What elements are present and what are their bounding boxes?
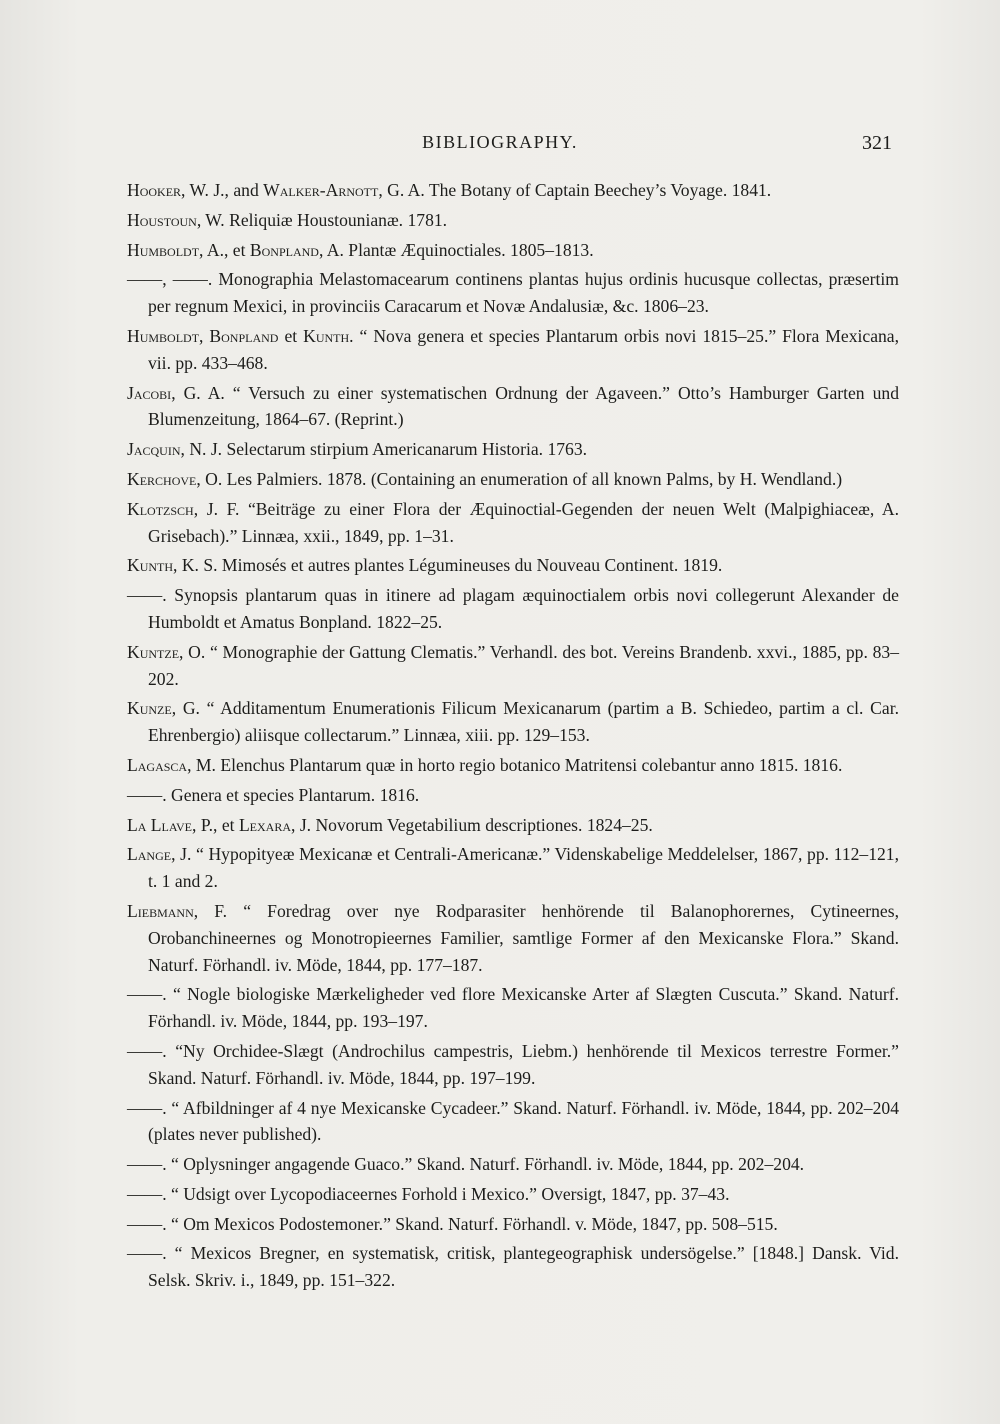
entry-author: Hooker	[127, 180, 182, 200]
entry-text: , G. A. “ Versuch zu einer systematischen Ordnung der Agaveen.” Otto’s Hamburger Garten und Blumenzeitung, 1864–67. (Reprint.)	[148, 382, 899, 430]
entry-text: , P., et	[192, 814, 239, 835]
entry-text: . “ Mexicos Bregner, en systematisk, critisk, plantegeographisk undersögelse.” [1848.] Dansk. Vid. Selsk. Skriv. i., 1849, pp. 151–322.	[148, 1243, 899, 1291]
entry-text: . “ Oplysninger angagende Guaco.” Skand. Naturf. Förhandl. iv. Möde, 1844, pp. 202–204.	[162, 1154, 805, 1175]
entry-author: ——	[127, 1040, 163, 1061]
entry-text: , M. Elenchus Plantarum quæ in horto regio botanico Matritensi colebantur anno 1815. 1816.	[187, 754, 843, 775]
page-number: 321	[862, 132, 892, 154]
entry-text: . Synopsis plantarum quas in itinere ad plagam æquinoctialem orbis novi collegerunt Alexander de Humboldt et Amatus Bonpland. 1822–25.	[148, 585, 899, 632]
entry-author: Klotzsch	[127, 498, 194, 519]
entry-author: ——	[127, 1243, 163, 1264]
bibliography-entry	[127, 841, 899, 895]
bibliography-entry	[127, 812, 899, 839]
bibliography-entry	[127, 639, 899, 693]
entry-text: , W. Reliquiæ Houstounianæ. 1781.	[196, 209, 448, 230]
bibliography-entry	[127, 752, 899, 779]
entry-author: Lagasca	[127, 754, 188, 775]
bibliography-entry	[127, 1240, 899, 1294]
bibliography-entry	[127, 695, 899, 749]
entry-author-2: Bonpland	[249, 239, 319, 260]
entry-text: , N. J. Selectarum stirpium Americanarum Historia. 1763.	[180, 439, 588, 460]
entry-author: ——	[127, 1213, 163, 1234]
bibliography-entry	[127, 1038, 899, 1092]
bibliography-list	[127, 177, 899, 1297]
running-title: BIBLIOGRAPHY.	[422, 132, 578, 152]
entry-author: ——	[127, 585, 163, 606]
entry-author: ——	[127, 784, 163, 805]
entry-text: , F. “ Foredrag over nye Rodparasiter henhörende til Balanophorernes, Cytineernes, Orobanchineernes og Monotropieernes Familier, samtlige Former af den Mexicanske Flora.” Skand. Naturf. Förhandl. iv. Möde, 1844, pp. 177–187.	[148, 900, 899, 975]
entry-author: Kunth	[127, 555, 174, 576]
bibliography-entry	[127, 496, 899, 550]
entry-author: Jacquin	[127, 439, 181, 460]
bibliography-entry	[127, 466, 899, 493]
bibliography-entry	[127, 266, 899, 320]
entry-text: . “Ny Orchidee-Slægt (Androchilus campestris, Liebm.) henhörende til Mexicos terrestre Former.” Skand. Naturf. Förhandl. iv. Möde, 1844, pp. 197–199.	[148, 1040, 899, 1088]
entry-text: . Genera et species Plantarum. 1816.	[162, 784, 420, 805]
entry-text: , W. J., and	[181, 180, 264, 200]
bibliography-entry	[127, 898, 899, 978]
entry-text: , J. “ Hypopityeæ Mexicanæ et Centrali-Americanæ.” Videnskabelige Meddelelser, 1867, pp. 112–121, t. 1 and 2.	[148, 844, 899, 892]
entry-author: Jacobi	[127, 382, 172, 403]
page-header	[0, 132, 1000, 162]
entry-author: ——	[127, 1154, 163, 1175]
bibliography-entry	[127, 436, 899, 463]
entry-text: . “ Om Mexicos Podostemoner.” Skand. Naturf. Förhandl. v. Möde, 1847, pp. 508–515.	[162, 1213, 778, 1234]
entry-author: Kuntze	[127, 641, 180, 662]
entry-text: , G. “ Additamentum Enumerationis Filicum Mexicanarum (partim a B. Schiedeo, partim a cl. Car. Ehrenbergio) aliisque collectarum.” Linnæa, xiii. pp. 129–153.	[148, 698, 899, 746]
entry-text-2: , J. Novorum Vegetabilium descriptiones. 1824–25.	[291, 814, 653, 835]
entry-text: . “ Nogle biologiske Mærkeligheder ved flore Mexicanske Arter af Slægten Cuscuta.” Skand. Naturf. Förhandl. iv. Möde, 1844, pp. 193–197.	[148, 984, 899, 1032]
bibliography-entry	[127, 782, 899, 809]
entry-text: , A., et	[199, 239, 250, 260]
entry-author: Humboldt	[127, 239, 200, 260]
entry-text: , O. Les Palmiers. 1878. (Containing an enumeration of all known Palms, by H. Wendland.)	[196, 468, 843, 489]
entry-author: ——	[127, 1097, 163, 1118]
entry-author: Liebmann	[127, 900, 194, 921]
bibliography-entry	[127, 177, 899, 204]
entry-text-2: , A. Plantæ Æquinoctiales. 1805–1813.	[318, 239, 594, 260]
entry-text: , J. F. “Beiträge zu einer Flora der Æquinoctial-Gegenden der neuen Welt (Malpighiaceæ, A. Grisebach).” Linnæa, xxii., 1849, pp. 1–31.	[148, 498, 899, 546]
bibliography-entry	[127, 323, 899, 377]
bibliography-entry	[127, 1151, 899, 1178]
entry-author-2: Walker-Arnott	[263, 180, 379, 200]
bibliography-entry	[127, 1095, 899, 1149]
entry-author-2: Kunth	[303, 325, 350, 346]
entry-text: et	[278, 325, 304, 346]
entry-author: ——	[127, 984, 163, 1005]
bibliography-entry	[127, 237, 899, 264]
bibliography-entry	[127, 981, 899, 1035]
entry-author: Houstoun	[127, 209, 197, 230]
bibliography-entry	[127, 582, 899, 636]
bibliography-entry	[127, 1181, 899, 1208]
entry-text: . “ Udsigt over Lycopodiaceernes Forhold i Mexico.” Oversigt, 1847, pp. 37–43.	[162, 1183, 730, 1204]
entry-author: La Llave	[127, 814, 193, 835]
bibliography-entry	[127, 380, 899, 434]
entry-text: . Monographia Melastomacearum continens plantas hujus ordinis hucusque collectas, præsertim per regnum Mexici, in provinciis Caracarum et Novæ Andalusiæ, &c. 1806–23.	[148, 269, 899, 317]
entry-text-2: , G. A. The Botany of Captain Beechey’s Voyage. 1841.	[378, 180, 772, 200]
entry-author: Humboldt, Bonpland	[127, 325, 279, 346]
bibliography-entry	[127, 552, 899, 579]
entry-text-2: . “ Nova genera et species Plantarum orbis novi 1815–25.” Flora Mexicana, vii. pp. 433–468.	[148, 325, 900, 373]
entry-author-2: Lexara	[238, 814, 292, 835]
entry-author: Kerchove	[127, 468, 197, 489]
bibliography-entry	[127, 207, 899, 234]
entry-author: Lange	[127, 844, 172, 865]
entry-author: ——, ——	[127, 269, 208, 290]
bibliography-entry	[127, 1211, 899, 1238]
entry-text: , K. S. Mimosés et autres plantes Légumineuses du Nouveau Continent. 1819.	[173, 555, 723, 576]
entry-author: ——	[127, 1183, 163, 1204]
entry-text: , O. “ Monographie der Gattung Clematis.” Verhandl. des bot. Vereins Brandenb. xxvi., 1885, pp. 83–202.	[148, 641, 899, 689]
entry-text: . “ Afbildninger af 4 nye Mexicanske Cycadeer.” Skand. Naturf. Förhandl. iv. Möde, 1844, pp. 202–204 (plates never published).	[148, 1097, 899, 1145]
entry-author: Kunze	[127, 698, 172, 719]
